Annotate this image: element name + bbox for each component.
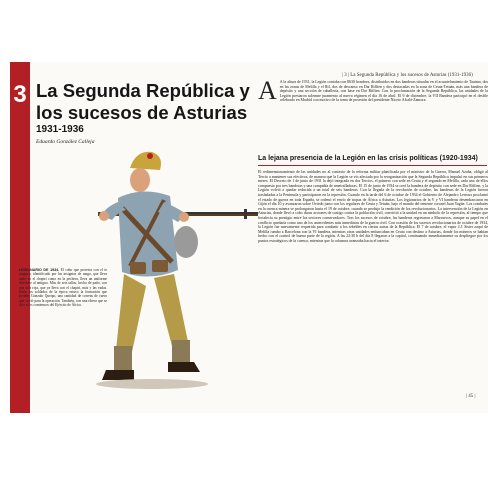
chapter-title: La Segunda República y los sucesos de Asturias	[36, 80, 250, 123]
drop-cap: A	[258, 76, 277, 105]
caption-lead: LEGIONARIO DE 1934.	[19, 268, 60, 272]
chapter-tab	[10, 62, 30, 413]
section-heading: La lejana presencia de la Legión en las crisis políticas (1920-1934)	[258, 155, 478, 162]
intro-text: A la altura de 1931, la Legión contaba con 8630 hombres, distribuidos en dos banderas situadas en el acuartelamiento de Tauima, dos en las zonas de Melilla y el Rif, dos de descanso en Dar Riffien y dos destacadas en la zona de Ceuta-Tetuán, más una bandera de depósito y una sección de caballería, con base en Dar Riffien. Con la proclamación de la Segunda República, las unidades de la Legión prestaron solemne juramento al nuevo régimen el día 16 de abril. El 9 de diciembre, la VII Bandera participó en el desfile celebrado en Madrid con motivo de la toma de posesión del presidente Niceto Alcalá-Zamora.	[279, 80, 488, 103]
section-rule	[258, 165, 487, 166]
chapter-years: 1931-1936	[36, 124, 84, 135]
running-header: | 3 | La Segunda República y los sucesos de Asturias (1931-1936)	[342, 73, 473, 78]
chapter-number: 3	[13, 81, 27, 108]
body-text: El redimensionamiento de las unidades no al contexto de la reforma militar planificada por el ministro de la Guerra, Manuel Azaña, obligó al Tercio a mantener sus efectivos, de manera que la Legión se vio afectada por la reorganización que la Segunda República impulsó en sus primeros meses. El Decreto de 1 de junio de 1931 la dejó integrada en dos Tercios, el primero con sede en Ceuta y el segundo en Melilla, cada uno de ellos compuesto por tres banderas y una compañía de ametralladoras. El 15 de junio de 1934 se creó la bandera de depósito con sede en Dar Riffien, y la Legión volvió a quedar reducida a un total de seis banderas. Con la llegada de la revolución de octubre, las banderas de la Legión fueron trasladadas a la Península y participaron en la represión. Cuando en la tarde del 6 de octubre de 1934 el Gobierno de Alejandro Lerroux proclamó el estado de guerra en toda España, se ordenó el envío de tropas de África a Asturias. Los legionarios de la V y VI banderas desembarcaron en Gijón el día 10 y avanzaron sobre Oviedo junto con los regulares de Ceuta y Tetuán, bajo el mando del teniente coronel Juan Yagüe. Los combates en la cuenca minera se prolongaron hasta el 19 de octubre, cuando se produjo la rendición de los revolucionarios. La intervención de la Legión en Asturias, donde llevó a cabo duras acciones de castigo contra la población civil, convirtió a la unidad en un símbolo de la represión, al tiempo que fortalecía su prestigio entre los sectores conservadores. Tras los sucesos de octubre, las banderas regresaron a Marruecos, aunque su papel en el conflicto quedaría como uno de los antecedentes más inmediatos de la guerra civil. Con ocasión de los sucesos revolucionarios de octubre de 1934, la Legión fue nuevamente requerida para combatir a los rebeldes en ciertas zonas de la República. El 7 de octubre, el vapor J.J. Sister zarpó de Melilla rumbo a Barcelona con la VI bandera, mientras otras unidades embarcaban en Ceuta con destino a Asturias, donde los mineros se habían hecho con el control de buena parte de la región. A las 22:30 h del día 8 llegaron a la capital, continuando inmediatamente su despliegue por los puntos estratégicos de la cuenca, mientras que la columna avanzaba hacia el interior.	[258, 170, 488, 243]
figure-caption	[19, 268, 107, 308]
intro-paragraph	[258, 76, 488, 105]
author-name: Eduardo González Calleja	[36, 139, 95, 145]
caption-body: El cabo que protesta con el te aragozir, identificado por las insignias de rango, que lleva tanto en el chapiri como en la pechera, lleva un uniforme diferente al antiguo. Más de seis tallas, hecho de paño, con una orla roja, que ya lleva con el chapiri, más y las vadas. Entre los soldados de la época estuvo la formación que portaba Gonzalo Queipo, una cantidad de correas de cuero que sirvió para la operación. También, con una ribera que se dice a los comienzos del Ejército de África.	[19, 268, 108, 308]
page-number: | 45 |	[466, 394, 476, 399]
